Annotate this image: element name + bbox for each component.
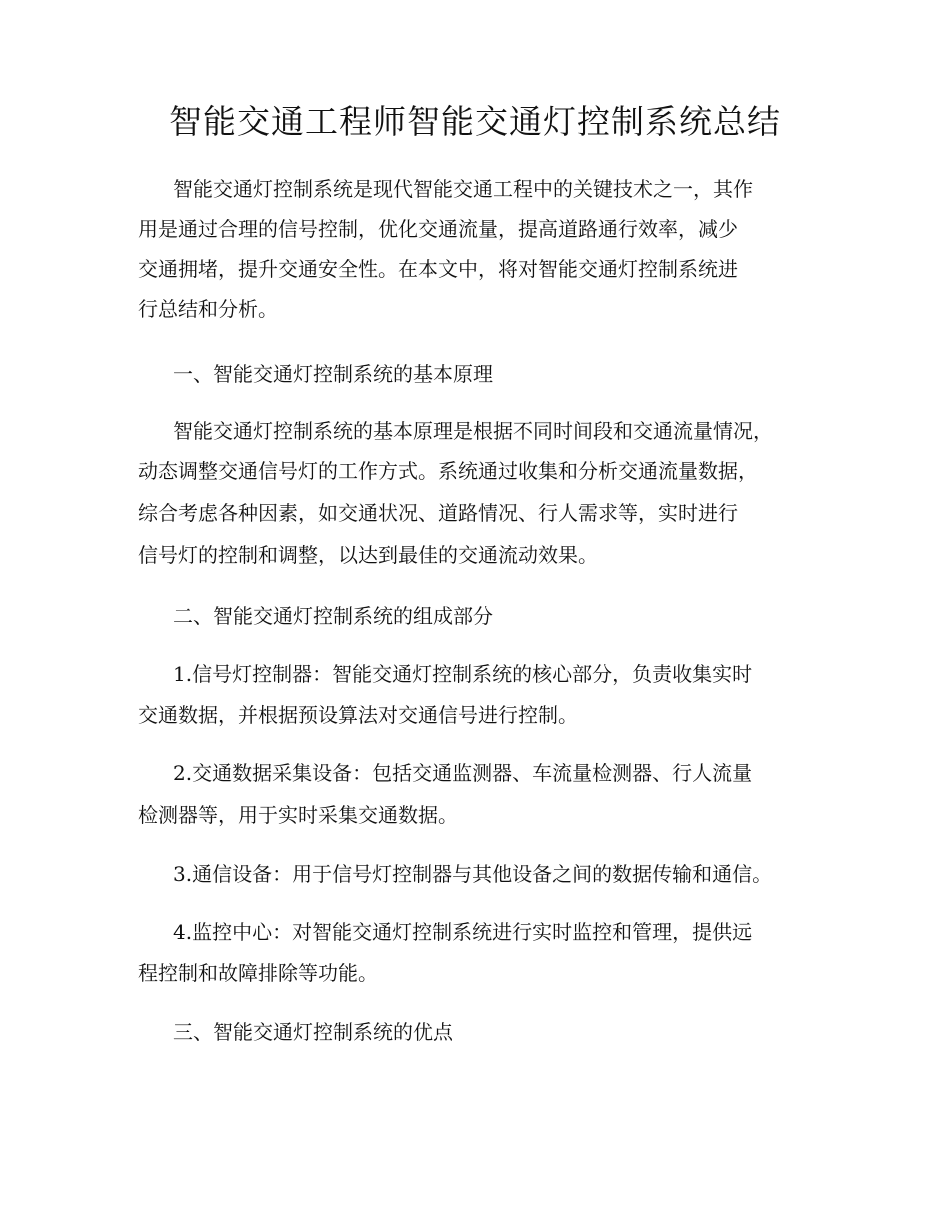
section-1-line-4: 信号灯的控制和调整，以达到最佳的交通流动效果。	[138, 543, 598, 567]
section-1-line-1: 智能交通灯控制系统的基本原理是根据不同时间段和交通流量情况，	[173, 419, 773, 443]
item-2-line-1: 2.交通数据采集设备：包括交通监测器、车流量检测器、行人流量	[173, 761, 753, 785]
document-title: 智能交通工程师智能交通灯控制系统总结	[169, 102, 781, 141]
item-3-line-1: 3.通信设备：用于信号灯控制器与其他设备之间的数据传输和通信。	[173, 862, 773, 886]
item-1-line-2: 交通数据，并根据预设算法对交通信号进行控制。	[138, 703, 578, 727]
intro-line-4: 行总结和分析。	[138, 297, 278, 321]
item-4-line-1: 4.监控中心：对智能交通灯控制系统进行实时监控和管理，提供远	[173, 920, 753, 944]
item-4-line-2: 程控制和故障排除等功能。	[138, 961, 378, 985]
section-1-line-3: 综合考虑各种因素，如交通状况、道路情况、行人需求等，实时进行	[138, 501, 738, 525]
intro-line-1: 智能交通灯控制系统是现代智能交通工程中的关键技术之一，其作	[173, 177, 753, 201]
section-1-heading: 一、智能交通灯控制系统的基本原理	[173, 362, 493, 386]
section-2-heading: 二、智能交通灯控制系统的组成部分	[173, 604, 493, 628]
item-1-line-1: 1.信号灯控制器：智能交通灯控制系统的核心部分，负责收集实时	[173, 662, 753, 686]
section-3-heading: 三、智能交通灯控制系统的优点	[173, 1020, 453, 1044]
section-1-line-2: 动态调整交通信号灯的工作方式。系统通过收集和分析交通流量数据，	[138, 459, 758, 483]
intro-line-3: 交通拥堵，提升交通安全性。在本文中，将对智能交通灯控制系统进	[138, 257, 738, 281]
item-2-line-2: 检测器等，用于实时采集交通数据。	[138, 803, 458, 827]
intro-line-2: 用是通过合理的信号控制，优化交通流量，提高道路通行效率，减少	[138, 217, 738, 241]
